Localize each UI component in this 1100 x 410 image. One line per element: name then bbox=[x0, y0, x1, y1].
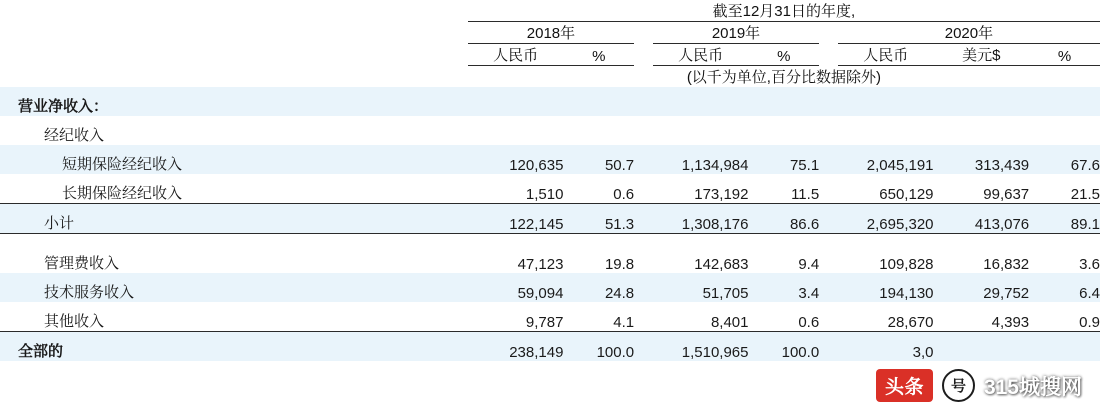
header-spacer-years bbox=[0, 22, 468, 44]
cell-2019-rmb: 1,510,965 bbox=[681, 344, 749, 361]
cell-gap bbox=[634, 116, 653, 145]
col-header-2018-pct: % bbox=[563, 44, 634, 66]
row-label: 经纪收入 bbox=[44, 127, 105, 144]
cell-2018-rmb: 47,123 bbox=[517, 256, 564, 273]
header-spacer-currency bbox=[0, 44, 468, 66]
cell-gap bbox=[819, 87, 838, 116]
col-header-2019-rmb: 人民币 bbox=[653, 44, 749, 66]
cell-2020-usd: 4,393 bbox=[934, 302, 1030, 332]
col-header-2020-usd: 美元$ bbox=[934, 44, 1030, 66]
cell-2018-pct: 100.0 bbox=[596, 344, 635, 361]
cell-2018-rmb: 122,145 bbox=[468, 204, 564, 234]
spacer-cell bbox=[468, 234, 564, 245]
cell-gap bbox=[634, 244, 653, 273]
cell-2020-pct: 0.9 bbox=[1029, 302, 1100, 332]
row-label: 技术服务收入 bbox=[44, 284, 135, 301]
cell-gap bbox=[634, 174, 653, 204]
watermark-badge: 头条 bbox=[876, 369, 933, 402]
cell-2020-rmb: 650,129 bbox=[838, 174, 934, 204]
table-row bbox=[0, 145, 1100, 174]
cell-2018-pct: 19.8 bbox=[604, 256, 635, 273]
table-row bbox=[0, 116, 1100, 145]
cell-2020-pct: 67.6 bbox=[1070, 157, 1100, 174]
cell-2018-rmb: 120,635 bbox=[509, 157, 564, 174]
spacer-cell bbox=[634, 234, 653, 245]
watermark-text: 315城搜网 bbox=[983, 375, 1082, 399]
cell-2018-rmb: 238,149 bbox=[509, 344, 564, 361]
cell-2020-usd: 29,752 bbox=[983, 285, 1030, 302]
cell-2019-pct: 0.6 bbox=[748, 302, 819, 332]
units-spacer bbox=[0, 66, 468, 88]
cell-2019-rmb: 51,705 bbox=[702, 285, 749, 302]
cell-gap bbox=[819, 174, 838, 204]
table-row bbox=[0, 244, 1100, 273]
spacer-cell bbox=[0, 234, 468, 245]
cell-2020-pct: 89.1 bbox=[1029, 204, 1100, 234]
cell-2019-rmb: 8,401 bbox=[653, 302, 749, 332]
cell-gap bbox=[819, 273, 838, 302]
cell-2020-rmb: 194,130 bbox=[879, 285, 934, 302]
cell-2020-usd: 16,832 bbox=[983, 256, 1030, 273]
table-row bbox=[0, 273, 1100, 302]
table-row bbox=[0, 302, 1100, 332]
table-row bbox=[0, 87, 1100, 116]
gap-1 bbox=[634, 22, 653, 44]
watermark-circle-icon: 号 bbox=[942, 369, 975, 402]
units-note: (以千为单位,百分比数据除外) bbox=[686, 69, 881, 86]
cell-gap bbox=[819, 145, 838, 174]
col-header-2018-rmb: 人民币 bbox=[468, 44, 564, 66]
cell-2018-pct bbox=[563, 87, 634, 116]
cell-2020-rmb: 3,0 bbox=[912, 344, 934, 361]
cell-gap bbox=[634, 145, 653, 174]
cell-2018-rmb: 9,787 bbox=[468, 302, 564, 332]
row-label: 短期保险经纪收入 bbox=[62, 156, 183, 173]
cell-2020-usd bbox=[934, 87, 1030, 116]
units-note-row bbox=[0, 66, 1100, 88]
cell-2020-pct bbox=[1029, 87, 1100, 116]
cell-2020-usd bbox=[934, 116, 1030, 145]
cell-2020-usd: 99,637 bbox=[934, 174, 1030, 204]
gap-4 bbox=[819, 44, 838, 66]
header-spacer bbox=[0, 0, 468, 22]
table-row-total bbox=[0, 332, 1100, 362]
row-spacer bbox=[0, 234, 1100, 245]
cell-2020-pct bbox=[1029, 116, 1100, 145]
year-header-2019: 2019年 bbox=[653, 22, 819, 44]
cell-gap bbox=[819, 204, 838, 234]
cell-2020-rmb: 2,045,191 bbox=[866, 157, 934, 174]
cell-2019-pct: 100.0 bbox=[781, 344, 820, 361]
gap-2 bbox=[819, 22, 838, 44]
cell-2018-rmb bbox=[468, 116, 564, 145]
spacer-cell bbox=[934, 234, 1030, 245]
year-header-2020: 2020年 bbox=[838, 22, 1100, 44]
cell-2019-rmb: 1,308,176 bbox=[653, 204, 749, 234]
cell-2020-rmb: 2,695,320 bbox=[838, 204, 934, 234]
gap-3 bbox=[634, 44, 653, 66]
cell-2018-pct: 51.3 bbox=[563, 204, 634, 234]
cell-2020-rmb: 28,670 bbox=[838, 302, 934, 332]
spacer-cell bbox=[748, 234, 819, 245]
cell-gap bbox=[819, 302, 838, 332]
col-header-2020-rmb: 人民币 bbox=[838, 44, 934, 66]
cell-2018-pct: 24.8 bbox=[604, 285, 635, 302]
cell-2019-rmb: 1,134,984 bbox=[681, 157, 749, 174]
header-row-period bbox=[0, 0, 1100, 22]
row-label: 管理费收入 bbox=[44, 255, 120, 272]
cell-gap bbox=[819, 116, 838, 145]
header-row-years bbox=[0, 22, 1100, 44]
cell-gap bbox=[819, 332, 838, 362]
row-label: 其他收入 bbox=[0, 302, 468, 332]
cell-gap bbox=[634, 204, 653, 234]
cell-2020-usd bbox=[934, 332, 1030, 362]
cell-gap bbox=[634, 302, 653, 332]
cell-2020-pct: 6.4 bbox=[1079, 285, 1100, 302]
cell-2018-pct: 50.7 bbox=[604, 157, 635, 174]
spacer-cell bbox=[819, 234, 838, 245]
cell-2018-rmb bbox=[468, 87, 564, 116]
cell-2019-rmb: 142,683 bbox=[694, 256, 749, 273]
cell-2019-pct: 3.4 bbox=[798, 285, 820, 302]
cell-2020-pct bbox=[1029, 332, 1100, 362]
cell-2019-rmb: 173,192 bbox=[653, 174, 749, 204]
cell-2018-pct bbox=[563, 116, 634, 145]
cell-2018-rmb: 1,510 bbox=[468, 174, 564, 204]
cell-2020-usd: 413,076 bbox=[934, 204, 1030, 234]
cell-2020-pct: 3.6 bbox=[1079, 256, 1100, 273]
cell-2019-pct: 75.1 bbox=[789, 157, 820, 174]
cell-2020-rmb bbox=[838, 87, 934, 116]
cell-gap bbox=[634, 273, 653, 302]
cell-2020-usd: 313,439 bbox=[974, 157, 1030, 174]
cell-2019-rmb bbox=[653, 116, 749, 145]
spacer-cell bbox=[653, 234, 749, 245]
row-label: 长期保险经纪收入 bbox=[0, 174, 468, 204]
table-row bbox=[0, 174, 1100, 204]
cell-2020-rmb bbox=[838, 116, 934, 145]
period-header: 截至12月31日的年度, bbox=[468, 0, 1100, 22]
header-row-currency bbox=[0, 44, 1100, 66]
cell-2020-pct: 21.5 bbox=[1029, 174, 1100, 204]
row-label: 营业净收入： bbox=[18, 98, 109, 115]
cell-gap bbox=[634, 87, 653, 116]
cell-gap bbox=[634, 332, 653, 362]
cell-2019-pct bbox=[748, 87, 819, 116]
col-header-2019-pct: % bbox=[748, 44, 819, 66]
cell-2019-pct bbox=[748, 116, 819, 145]
year-header-2018: 2018年 bbox=[468, 22, 634, 44]
spacer-cell bbox=[563, 234, 634, 245]
col-header-2020-pct: % bbox=[1029, 44, 1100, 66]
cell-2019-rmb bbox=[653, 87, 749, 116]
cell-2019-pct: 86.6 bbox=[748, 204, 819, 234]
cell-2018-rmb: 59,094 bbox=[517, 285, 564, 302]
cell-gap bbox=[819, 244, 838, 273]
row-label: 小计 bbox=[0, 204, 468, 234]
cell-2019-pct: 11.5 bbox=[748, 174, 819, 204]
row-label: 全部的 bbox=[18, 343, 64, 360]
cell-2018-pct: 4.1 bbox=[563, 302, 634, 332]
spacer-cell bbox=[1029, 234, 1100, 245]
cell-2018-pct: 0.6 bbox=[563, 174, 634, 204]
cell-2019-pct: 9.4 bbox=[798, 256, 820, 273]
cell-2020-rmb: 109,828 bbox=[879, 256, 934, 273]
spacer-cell bbox=[838, 234, 934, 245]
table-row-subtotal bbox=[0, 204, 1100, 234]
